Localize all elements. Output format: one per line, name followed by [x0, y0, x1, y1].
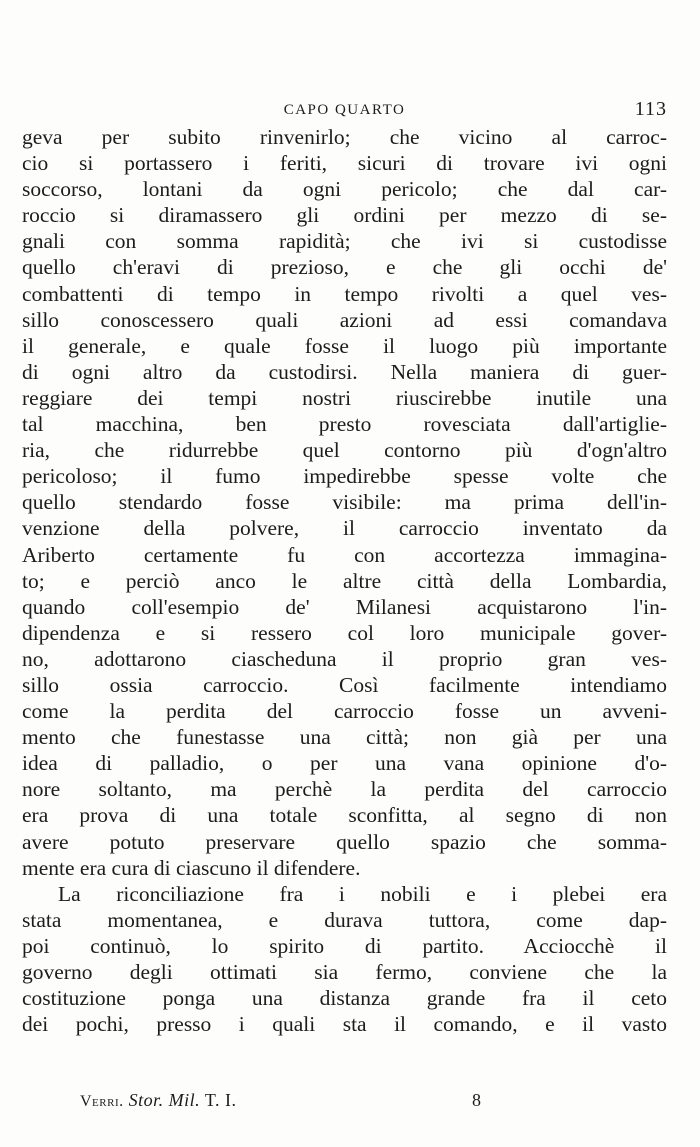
text-line: soccorso, lontani da ogni pericolo; che dal car- [22, 177, 667, 202]
text-line: gnali con somma rapidità; che ivi si custodisse [22, 229, 667, 254]
text-line: come la perdita del carroccio fosse un avveni- [22, 699, 667, 724]
signature-line [80, 1090, 236, 1111]
text-line: no, adottarono ciascheduna il proprio gran ves- [22, 646, 667, 671]
text-line: sillo conoscessero quali azioni ad essi comandava [22, 307, 667, 332]
text-line: stata momentanea, e durava tuttora, come dap- [22, 907, 667, 932]
running-title: CAPO QUARTO [283, 102, 406, 118]
body-text [22, 124, 667, 1037]
text-line: ria, che ridurrebbe quel contorno più d'ogn'altro [22, 438, 667, 463]
text-line: venzione della polvere, il carroccio inventato da [22, 516, 667, 541]
text-line: pericoloso; il fumo impedirebbe spesse volte che [22, 464, 667, 489]
text-line: quando coll'esempio de' Milanesi acquistarono l'in- [22, 594, 667, 619]
text-line: di ogni altro da custodirsi. Nella maniera di guer- [22, 359, 667, 384]
text-line: idea di palladio, o per una vana opinione d'o- [22, 751, 667, 776]
page-footer [80, 1090, 500, 1116]
text-line: reggiare dei tempi nostri riuscirebbe inutile una [22, 385, 667, 410]
text-line: nore soltanto, ma perchè la perdita del carroccio [22, 777, 667, 802]
page-number: 113 [634, 98, 667, 120]
text-line: mente era cura di ciascuno il difendere. [22, 855, 361, 880]
text-line: governo degli ottimati sia fermo, conviene che la [22, 960, 667, 984]
text-line: il generale, e quale fosse il luogo più importante [22, 333, 667, 358]
text-line: era prova di una totale sconfitta, al segno di non [22, 803, 667, 828]
footer-author: Verri. [80, 1093, 124, 1110]
paragraph-2 [22, 881, 667, 1038]
text-line: mento che funestasse una città; non già per una [22, 725, 667, 750]
paragraph-1 [22, 124, 667, 881]
text-line: quello stendardo fosse visibile: ma prima dell'in- [22, 490, 667, 515]
signature-mark: 8 [472, 1090, 481, 1110]
running-head [22, 98, 667, 122]
footer-title: Stor. Mil. [128, 1090, 201, 1110]
text-line: tal macchina, ben presto rovesciata dall'artiglie- [22, 412, 667, 437]
text-line: roccio si diramassero gli ordini per mezzo di se- [22, 203, 667, 228]
text-line: dei pochi, presso i quali sta il comando, e il vasto [22, 1012, 667, 1037]
text-line: combattenti di tempo in tempo rivolti a quel ves- [22, 281, 667, 306]
text-line: La riconciliazione fra i nobili e i plebei era [58, 881, 667, 906]
footer-volume: T. I. [204, 1090, 237, 1110]
text-line: quello ch'eravi di prezioso, e che gli occhi de' [22, 255, 667, 280]
text-line: dipendenza e si ressero col loro municipale gover- [22, 620, 667, 645]
text-line: geva per subito rinvenirlo; che vicino al carroc- [22, 125, 667, 149]
text-line: sillo ossia carroccio. Così facilmente intendiamo [22, 672, 667, 697]
text-line: poi continuò, lo spirito di partito. Acciocchè il [22, 933, 667, 958]
text-line: avere potuto preservare quello spazio che somma- [22, 829, 667, 854]
text-line: Ariberto certamente fu con accortezza immagina- [22, 542, 667, 567]
text-line: costituzione ponga una distanza grande fra il ceto [22, 986, 667, 1011]
text-line: cio si portassero i feriti, sicuri di trovare ivi ogni [22, 151, 667, 176]
text-line: to; e perciò anco le altre città della Lombardia, [22, 568, 667, 593]
